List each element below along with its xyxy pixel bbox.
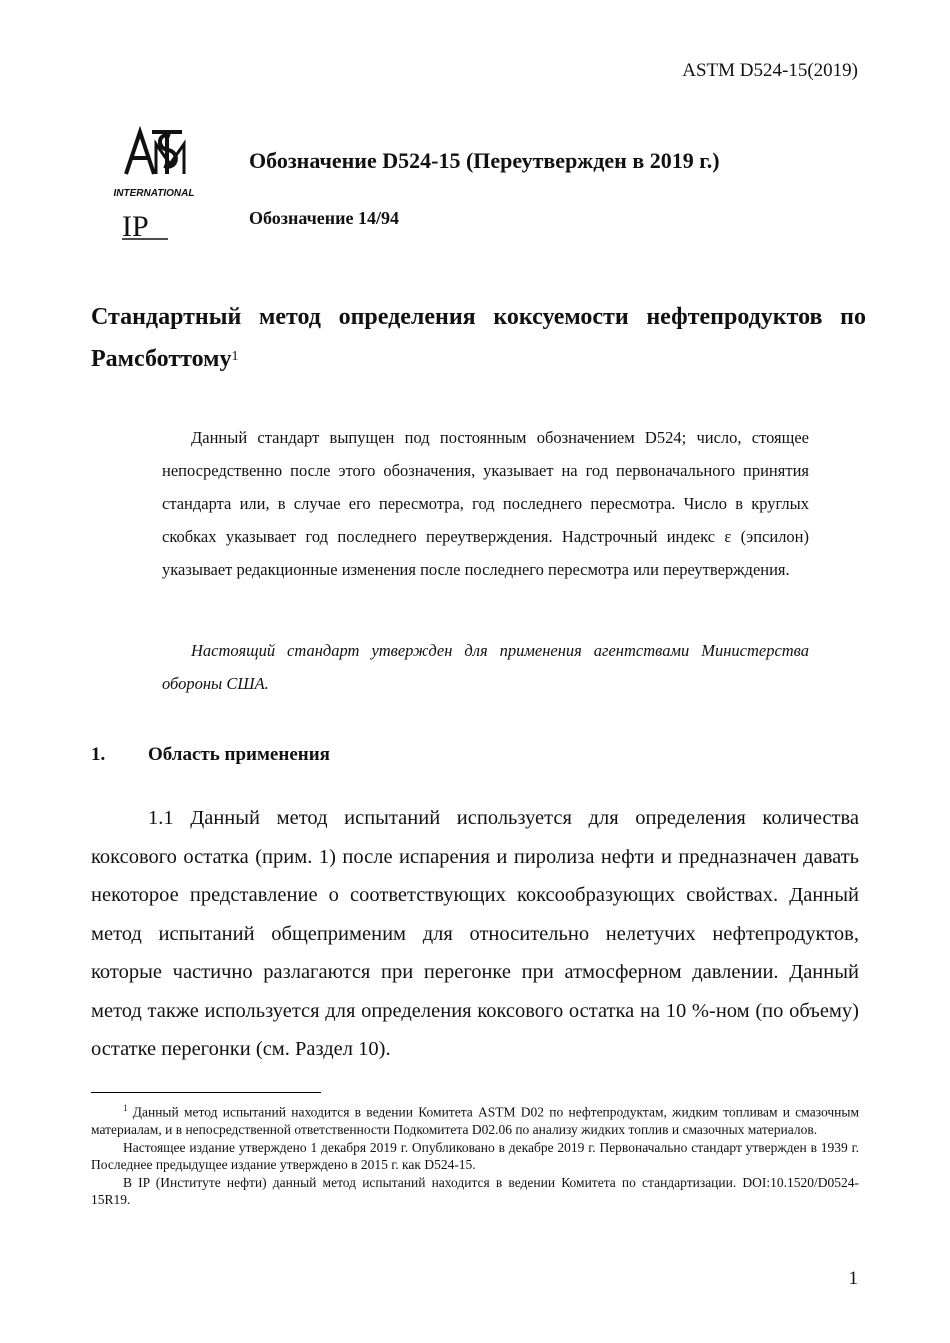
footnotes — [91, 1100, 859, 1209]
document-title-text: Стандартный метод определения коксуемости нефтепродуктов по Рамсботтому — [91, 304, 866, 372]
footnote-1-mark: 1 — [123, 1103, 128, 1113]
footnote-1 — [91, 1100, 859, 1139]
page-number: 1 — [848, 1268, 858, 1289]
ip-logo — [120, 208, 172, 242]
designation-ip: Обозначение 14/94 — [249, 208, 400, 228]
footnote-edition: Настоящее издание утверждено 1 декабря 2019 г. Опубликовано в декабре 2019 г. Первоначально стандарт утвержден в 1939 г. Последнее предыдущее издание утверждено в 2015 г. как D524-15. — [91, 1139, 859, 1172]
issuance-notice: Данный стандарт выпущен под постоянным обозначением D524; число, стоящее непосредственно после этого обозначения, указывает на год первоначального принятия стандарта или, в случае его пересмотра, год последнего пересмотра. Число в круглых скобках указывает год последнего переутверждения. Надстрочный индекс ε (эпсилон) указывает редакционные изменения после последнего пересмотра или переутверждения. — [162, 428, 809, 579]
title-footnote-mark: 1 — [231, 349, 239, 364]
standard-reference: ASTM D524-15(2019) — [682, 60, 858, 81]
footnote-ip: В IP (Институте нефти) данный метод испытаний находится в ведении Комитета по стандартизации. DOI:10.1520/D0524-15R19. — [91, 1174, 859, 1207]
footnote-1-text: Данный метод испытаний находится в ведении Комитета ASTM D02 по нефтепродуктам, жидким топливам и смазочным материалам, и в непосредственной ответственности Подкомитета D02.06 по анализу жидких топлив и смазочных материалов. — [91, 1104, 859, 1137]
footnote-divider — [91, 1092, 321, 1093]
section-number: 1. — [91, 744, 106, 765]
astm-logo — [112, 126, 196, 200]
designation-title: Обозначение D524-15 (Переутвержден в 2019 г.) — [249, 148, 720, 173]
ip-mark: IP — [122, 210, 149, 242]
dod-notice: Настоящий стандарт утвержден для применения агентствами Министерства обороны США. — [162, 641, 809, 693]
astm-wordmark: INTERNATIONAL — [113, 188, 195, 199]
paragraph-1-1: 1.1 Данный метод испытаний используется для определения количества коксового остатка (прим. 1) после испарения и пиролиза нефти и предназначен давать некоторое представление о соответствующих коксообразующих свойствах. Данный метод испытаний общеприменим для относительно нелетучих нефтепродуктов, которые частично разлагаются при перегонке при атмосферном давлении. Данный метод также используется для определения коксового остатка на 10 %-ном (по объему) остатке перегонки (см. Раздел 10). — [91, 807, 859, 1060]
section-title: Область применения — [148, 744, 330, 765]
document-title — [91, 296, 866, 380]
